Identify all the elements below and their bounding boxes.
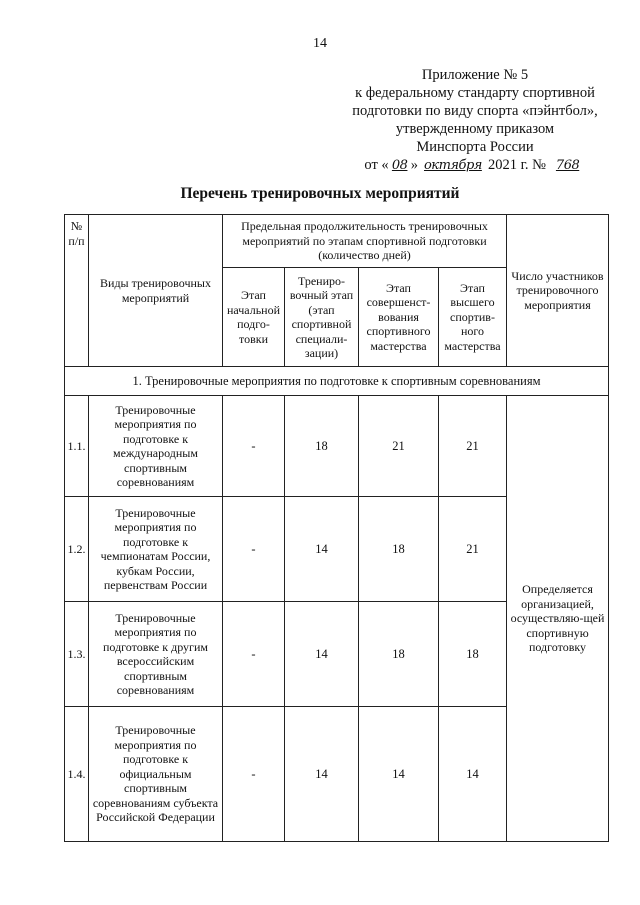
order-year: 2021 г. № (487, 157, 546, 173)
document-title: Перечень тренировочных мероприятий (180, 185, 460, 202)
row-value-training: 14 (285, 707, 359, 842)
header-stage-initial: Этап начальной подго-товки (223, 268, 285, 367)
row-value-highest: 14 (439, 707, 507, 842)
training-events-table (64, 214, 609, 842)
row-value-training: 14 (285, 497, 359, 602)
row-value-improvement: 18 (359, 602, 439, 707)
header-row-1 (65, 215, 609, 268)
appendix-line-1: Приложение № 5 (421, 67, 529, 83)
row-value-improvement: 21 (359, 396, 439, 497)
order-prefix: от « (364, 157, 389, 173)
section-row (65, 367, 609, 396)
row-value-training: 14 (285, 602, 359, 707)
row-value-initial: - (223, 396, 285, 497)
row-event-name: Тренировочные мероприятия по подготовке к международным спортивным соревнованиям (89, 396, 223, 497)
order-month-handwritten: октября (423, 158, 482, 173)
row-event-name: Тренировочные мероприятия по подготовке к другим всероссийским спортивным соревнованиям (89, 602, 223, 707)
appendix-line-2: к федеральному стандарту спортивной (355, 85, 595, 101)
order-mid: » (410, 157, 418, 173)
header-num: № п/п (65, 215, 89, 367)
row-value-training: 18 (285, 396, 359, 497)
header-stage-training: Трениро-вочный этап (этап спортивной специали-зации) (285, 268, 359, 367)
order-number-handwritten: 768 (555, 158, 580, 173)
row-value-initial: - (223, 602, 285, 707)
order-day-handwritten: 08 (391, 158, 408, 173)
row-number: 1.1. (65, 396, 89, 497)
row-value-highest: 21 (439, 497, 507, 602)
row-event-name: Тренировочные мероприятия по подготовке к официальным спортивным соревнованиям субъекта Российской Федерации (89, 707, 223, 842)
row-value-improvement: 18 (359, 497, 439, 602)
row-value-improvement: 14 (359, 707, 439, 842)
page-number: 14 (313, 36, 327, 51)
order-date-line (335, 156, 615, 175)
row-number: 1.4. (65, 707, 89, 842)
participants-value: Определяется организацией, осуществляю-щей спортивную подготовку (507, 396, 609, 842)
appendix-line-5: Минспорта России (416, 139, 534, 155)
appendix-header (335, 66, 615, 175)
row-number: 1.3. (65, 602, 89, 707)
table-row (65, 396, 609, 497)
header-duration-group: Предельная продолжительность тренировочных мероприятий по этапам спортивной подготовки (количество дней) (223, 215, 507, 268)
row-number: 1.2. (65, 497, 89, 602)
header-event-types: Виды тренировочных мероприятий (89, 215, 223, 367)
row-event-name: Тренировочные мероприятия по подготовке к чемпионатам России, кубкам России, первенствам России (89, 497, 223, 602)
row-value-highest: 18 (439, 602, 507, 707)
header-stage-improvement: Этап совершенст-вования спортивного мастерства (359, 268, 439, 367)
row-value-highest: 21 (439, 396, 507, 497)
row-value-initial: - (223, 707, 285, 842)
appendix-line-4: утвержденному приказом (395, 121, 555, 137)
header-stage-highest: Этап высшего спортив-ного мастерства (439, 268, 507, 367)
appendix-line-3: подготовки по виду спорта «пэйнтбол», (352, 103, 598, 119)
section-title: 1. Тренировочные мероприятия по подготовке к спортивным соревнованиям (65, 367, 609, 396)
row-value-initial: - (223, 497, 285, 602)
header-participants: Число участников тренировочного мероприятия (507, 215, 609, 367)
